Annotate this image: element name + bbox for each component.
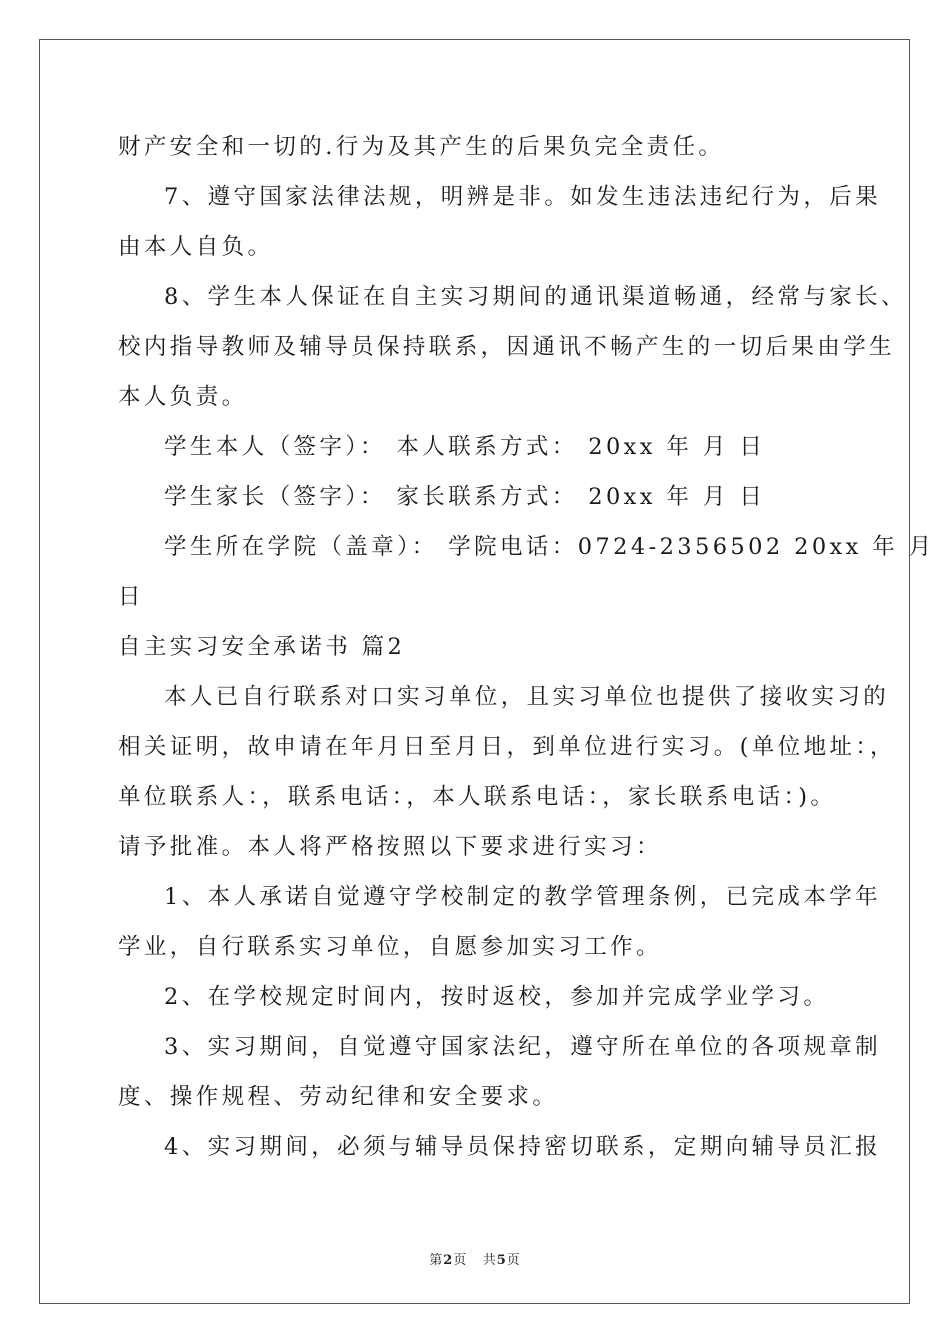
text-line: 校内指导教师及辅导员保持联系，因通讯不畅产生的一切后果由学生 [118, 334, 896, 360]
text-line: 日 [118, 584, 144, 610]
total-pages-number: 5 [496, 1253, 507, 1268]
current-page-number: 2 [443, 1253, 454, 1268]
text-line: 4、实习期间，必须与辅导员保持密切联系，定期向辅导员汇报 [164, 1134, 882, 1160]
text-line: 请予批准。本人将严格按照以下要求进行实习： [118, 834, 662, 860]
total-prefix: 共 [482, 1253, 497, 1268]
text-line: 3、实习期间，自觉遵守国家法纪，遵守所在单位的各项规章制 [164, 1034, 882, 1060]
text-line: 本人已自行联系对口实习单位，且实习单位也提供了接收实习的 [164, 684, 890, 710]
signature-line: 学生本人（签字）： 本人联系方式： 20xx 年 月 日 [164, 434, 766, 460]
page-footer [0, 1249, 950, 1268]
text-line: 7、遵守国家法律法规，明辨是非。如发生违法违纪行为，后果 [164, 184, 882, 210]
text-line: 本人负责。 [118, 384, 248, 410]
text-line: 由本人自负。 [118, 234, 274, 260]
text-line: 相关证明，故申请在年月日至月日，到单位进行实习。(单位地址：， [118, 734, 896, 760]
text-line: 财产安全和一切的.行为及其产生的后果负完全责任。 [118, 134, 725, 160]
text-line: 1、本人承诺自觉遵守学校制定的教学管理条例，已完成本学年 [164, 884, 882, 910]
signature-line: 学生所在学院（盖章）： 学院电话：0724-2356502 20xx 年 月 [164, 534, 935, 560]
signature-line: 学生家长（签字）： 家长联系方式： 20xx 年 月 日 [164, 484, 766, 510]
text-line: 学业，自行联系实习单位，自愿参加实习工作。 [118, 934, 662, 960]
page-label: 页 [453, 1253, 468, 1268]
text-line: 单位联系人：，联系电话：，本人联系电话：，家长联系电话：)。 [118, 784, 837, 810]
section-heading: 自主实习安全承诺书 篇2 [118, 634, 406, 660]
text-line: 度、操作规程、劳动纪律和安全要求。 [118, 1084, 559, 1110]
text-line: 2、在学校规定时间内，按时返校，参加并完成学业学习。 [164, 984, 830, 1010]
total-suffix: 页 [506, 1253, 521, 1268]
page-number-prefix: 第 [429, 1253, 444, 1268]
text-line: 8、学生本人保证在自主实习期间的通讯渠道畅通，经常与家长、 [164, 284, 907, 310]
